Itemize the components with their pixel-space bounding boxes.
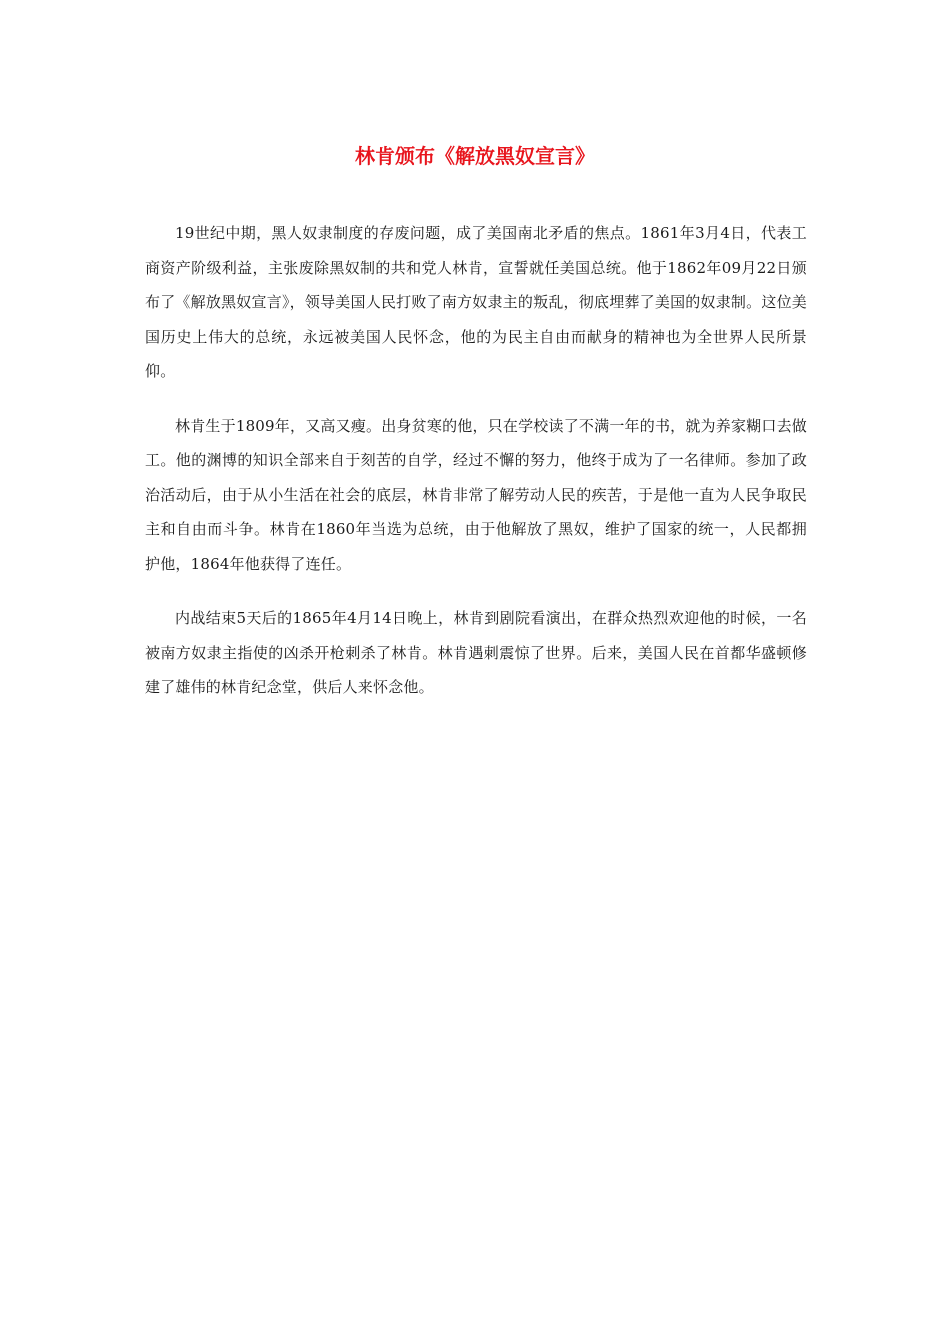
paragraph-1: 19世纪中期，黑人奴隶制度的存废问题，成了美国南北矛盾的焦点。1861年3月4日，代表工商资产阶级利益，主张废除黑奴制的共和党人林肯，宣誓就任美国总统。他于1862年09月22日颁布了《解放黑奴宣言》，领导美国人民打败了南方奴隶主的叛乱，彻底埋葬了美国的奴隶制。这位美国历史上伟大的总统，永远被美国人民怀念，他的为民主自由而献身的精神也为全世界人民所景仰。 <box>145 224 807 380</box>
document-body <box>145 216 807 725</box>
document-title: 林肯颁布《解放黑奴宣言》 <box>355 144 595 168</box>
paragraph-2: 林肯生于1809年，又高又瘦。出身贫寒的他，只在学校读了不满一年的书，就为养家糊口去做工。他的渊博的知识全部来自于刻苦的自学，经过不懈的努力，他终于成为了一名律师。参加了政治活动后，由于从小生活在社会的底层，林肯非常了解劳动人民的疾苦，于是他一直为人民争取民主和自由而斗争。林肯在1860年当选为总统，由于他解放了黑奴，维护了国家的统一，人民都拥护他，1864年他获得了连任。 <box>145 416 807 573</box>
paragraph-3: 内战结束5天后的1865年4月14日晚上，林肯到剧院看演出，在群众热烈欢迎他的时候，一名被南方奴隶主指使的凶杀开枪刺杀了林肯。林肯遇刺震惊了世界。后来，美国人民在首都华盛顿修建了雄伟的林肯纪念堂，供后人来怀念他。 <box>145 609 807 696</box>
